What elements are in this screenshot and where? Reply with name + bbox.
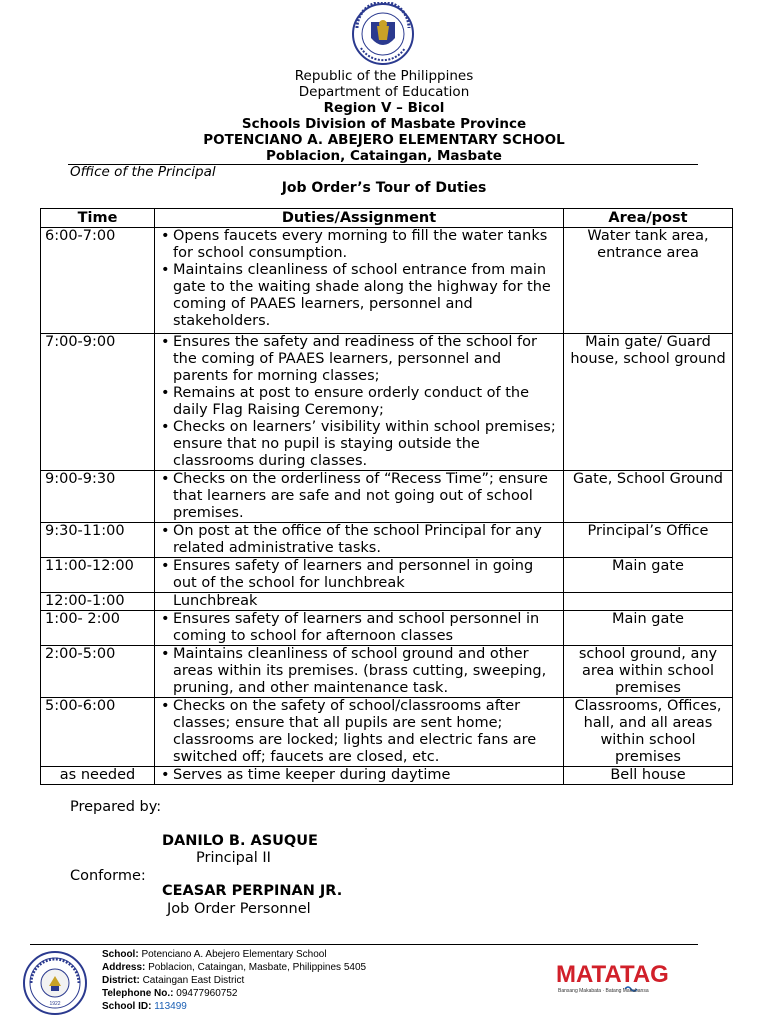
conforme-label: Conforme: bbox=[70, 868, 146, 884]
time-cell: 9:00-9:30 bbox=[41, 471, 155, 523]
time-cell: 7:00-9:00 bbox=[41, 334, 155, 471]
duty-item: • Ensures the safety and readiness of the school for the coming of PAAES learners, personnel and parents for morning classes; bbox=[159, 334, 559, 385]
time-cell: as needed bbox=[41, 767, 155, 785]
area-cell: school ground, any area within school premises bbox=[564, 646, 733, 698]
area-cell: Gate, School Ground bbox=[564, 471, 733, 523]
col-header-time: Time bbox=[41, 209, 155, 228]
svg-text:Bansang Makabata · Batang Maka: Bansang Makabata · Batang Makabansa bbox=[558, 988, 649, 994]
office-label: Office of the Principal bbox=[70, 164, 216, 180]
area-cell: Classrooms, Offices, hall, and all areas within school premises bbox=[564, 698, 733, 767]
duty-item: • Remains at post to ensure orderly conduct of the daily Flag Raising Ceremony; bbox=[159, 385, 559, 419]
duties-cell bbox=[155, 334, 564, 471]
col-header-area: Area/post bbox=[564, 209, 733, 228]
duty-item: • Checks on learners’ visibility within school premises; ensure that no pupil is staying outside the classrooms during classes. bbox=[159, 419, 559, 470]
personnel-title: Job Order Personnel bbox=[167, 901, 311, 917]
school-name: POTENCIANO A. ABEJERO ELEMENTARY SCHOOL bbox=[203, 132, 565, 148]
table-row bbox=[41, 334, 733, 471]
duty-item: • Ensures safety of learners and school personnel in coming to school for afternoon classes bbox=[159, 611, 559, 645]
duty-item: • Serves as time keeper during daytime bbox=[159, 767, 559, 784]
duty-item: • On post at the office of the school Principal for any related administrative tasks. bbox=[159, 523, 559, 557]
duty-item: • Checks on the orderliness of “Recess Time”; ensure that learners are safe and not going out of school premises. bbox=[159, 471, 559, 522]
area-cell: Main gate bbox=[564, 558, 733, 593]
table-row bbox=[41, 593, 733, 611]
duties-cell bbox=[155, 767, 564, 785]
time-cell: 5:00-6:00 bbox=[41, 698, 155, 767]
document-title: Job Order’s Tour of Duties bbox=[281, 180, 487, 196]
time-cell: 12:00-1:00 bbox=[41, 593, 155, 611]
school-address: Poblacion, Cataingan, Masbate bbox=[266, 148, 502, 164]
duties-cell bbox=[155, 558, 564, 593]
table-row bbox=[41, 767, 733, 785]
time-cell: 1:00- 2:00 bbox=[41, 611, 155, 646]
duty-item: • Opens faucets every morning to fill the water tanks for school consumption. bbox=[159, 228, 559, 262]
letterhead bbox=[0, 68, 768, 164]
duty-item: • Maintains cleanliness of school ground and other areas within its premises. (brass cutting, sweeping, pruning, and other maintenance task. bbox=[159, 646, 559, 697]
principal-name: DANILO B. ASUQUE bbox=[162, 833, 318, 849]
school-contact-info bbox=[102, 948, 366, 1013]
area-cell: Bell house bbox=[564, 767, 733, 785]
duties-cell bbox=[155, 698, 564, 767]
table-row bbox=[41, 558, 733, 593]
school-seal bbox=[22, 950, 88, 1016]
prepared-by-label: Prepared by: bbox=[70, 799, 162, 815]
footer-district-line: District: Cataingan East District bbox=[102, 975, 245, 986]
svg-text:MATATAG: MATATAG bbox=[556, 961, 669, 988]
footer-phone-line: Telephone No.: 09477960752 bbox=[102, 988, 238, 999]
matatag-logo bbox=[556, 958, 706, 998]
footer-school-line: School: Potenciano A. Abejero Elementary School bbox=[102, 949, 327, 960]
duty-item: • Checks on the safety of school/classrooms after classes; ensure that all pupils are sent home; classrooms are locked; lights and electric fans are switched off; faucets are closed, etc. bbox=[159, 698, 559, 766]
table-row bbox=[41, 611, 733, 646]
duty-item: • Ensures safety of learners and personnel in going out of the school for lunchbreak bbox=[159, 558, 559, 592]
table-row bbox=[41, 228, 733, 334]
time-cell: 2:00-5:00 bbox=[41, 646, 155, 698]
table-row bbox=[41, 698, 733, 767]
duty-item: • Maintains cleanliness of school entrance from main gate to the waiting shade along the highway for the coming of PAAES learners, personnel and stakeholders. bbox=[159, 262, 559, 330]
time-cell: 6:00-7:00 bbox=[41, 228, 155, 334]
area-cell bbox=[564, 593, 733, 611]
time-cell: 11:00-12:00 bbox=[41, 558, 155, 593]
footer-address-line: Address: Poblacion, Cataingan, Masbate, Philippines 5405 bbox=[102, 962, 367, 973]
table-row bbox=[41, 646, 733, 698]
duties-cell bbox=[155, 523, 564, 558]
area-cell: Water tank area, entrance area bbox=[564, 228, 733, 334]
principal-title: Principal II bbox=[196, 850, 271, 866]
republic-line: Republic of the Philippines bbox=[294, 68, 474, 84]
duties-cell bbox=[155, 471, 564, 523]
duty-table bbox=[40, 208, 733, 785]
department-line: Department of Education bbox=[298, 84, 470, 100]
svg-text:1922: 1922 bbox=[49, 1001, 61, 1007]
table-header-row bbox=[41, 209, 733, 228]
area-cell: Main gate/ Guard house, school ground bbox=[564, 334, 733, 471]
division-line: Schools Division of Masbate Province bbox=[241, 116, 527, 132]
area-cell: Main gate bbox=[564, 611, 733, 646]
area-cell: Principal’s Office bbox=[564, 523, 733, 558]
duties-cell bbox=[155, 646, 564, 698]
col-header-duties: Duties/Assignment bbox=[155, 209, 564, 228]
footer-school-id-line: School ID: 113499 bbox=[102, 1001, 187, 1012]
duties-cell bbox=[155, 611, 564, 646]
footer-divider bbox=[30, 944, 698, 945]
region-line: Region V – Bicol bbox=[323, 100, 445, 116]
time-cell: 9:30-11:00 bbox=[41, 523, 155, 558]
table-row bbox=[41, 471, 733, 523]
duties-cell: Lunchbreak bbox=[155, 593, 564, 611]
duties-cell bbox=[155, 228, 564, 334]
deped-seal bbox=[337, 2, 429, 66]
table-row bbox=[41, 523, 733, 558]
personnel-name: CEASAR PERPINAN JR. bbox=[162, 883, 343, 899]
